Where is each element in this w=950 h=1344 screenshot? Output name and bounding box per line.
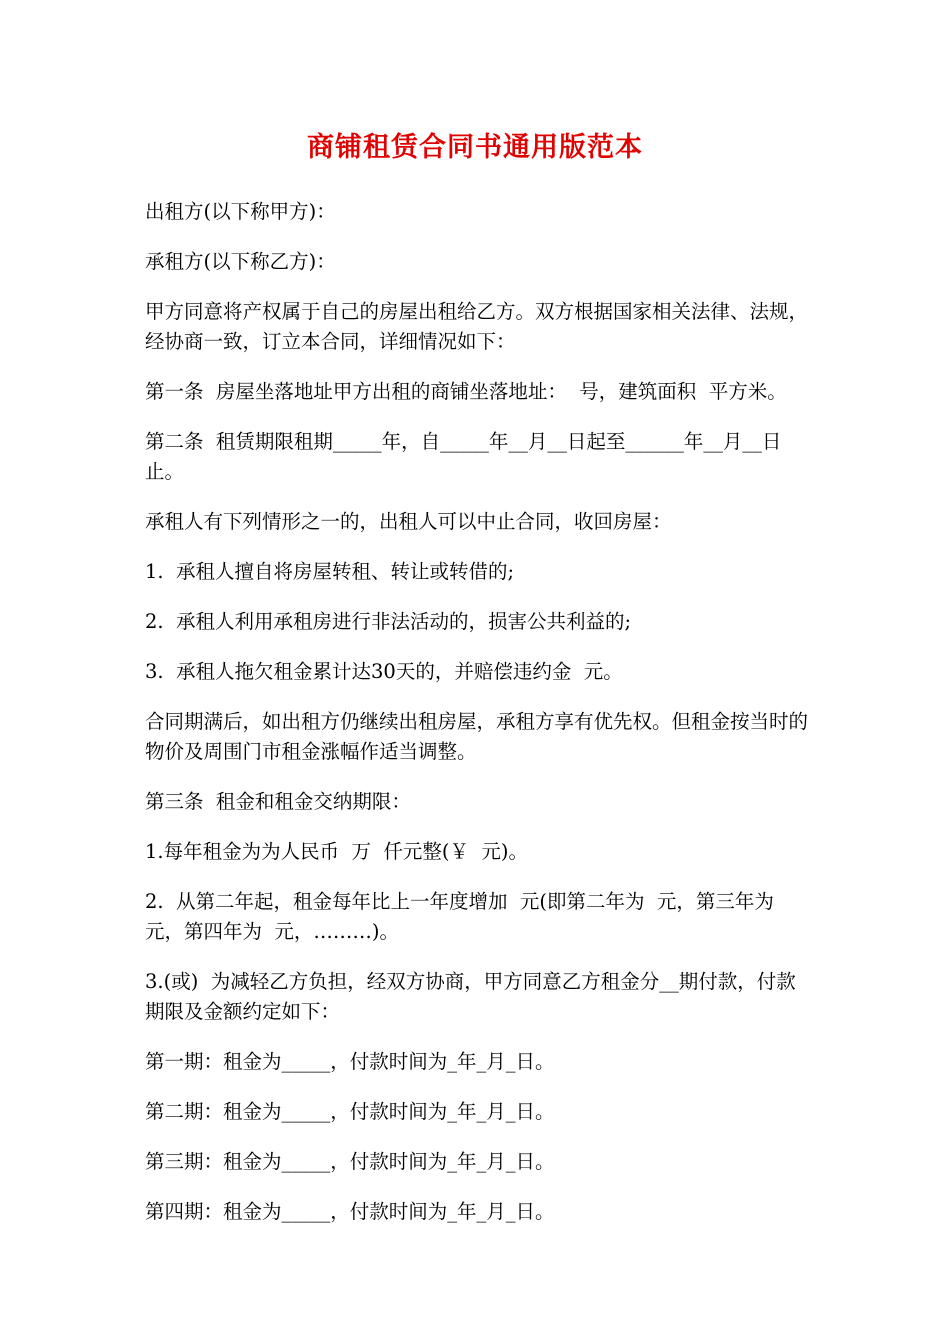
paragraph-condition-2: 2. 承租人利用承租房进行非法活动的，损害公共利益的; [145,610,632,633]
paragraph-article-3: 第三条 租金和租金交纳期限： [145,790,411,813]
paragraph-installment-2: 第二期：租金为_____，付款时间为_年_月_日。 [145,1100,555,1123]
paragraph-installment-1: 第一期：租金为_____，付款时间为_年_月_日。 [145,1050,555,1073]
paragraph-article-1: 第一条 房屋坐落地址甲方出租的商铺坐落地址： 号，建筑面积 平方米。 [145,380,787,403]
paragraph-lessee: 承租方(以下称乙方)： [145,250,336,273]
paragraph-installment-4: 第四期：租金为_____，付款时间为_年_月_日。 [145,1200,555,1223]
document-body [145,197,810,1247]
paragraph-agreement-intro: 甲方同意将产权属于自己的房屋出租给乙方。双方根据国家相关法律、法规，经协商一致，订立本合同，详细情况如下： [145,300,809,353]
paragraph-termination-conditions: 承租人有下列情形之一的，出租人可以中止合同，收回房屋： [145,510,672,533]
paragraph-rent-3: 3.(或) 为减轻乙方负担，经双方协商，甲方同意乙方租金分__期付款，付款期限及金额约定如下： [145,970,796,1023]
paragraph-renewal: 合同期满后，如出租方仍继续出租房屋，承租方享有优先权。但租金按当时的物价及周围门市租金涨幅作适当调整。 [145,710,809,763]
paragraph-condition-1: 1. 承租人擅自将房屋转租、转让或转借的; [145,560,515,583]
paragraph-lessor: 出租方(以下称甲方)： [145,200,336,223]
paragraph-rent-1: 1.每年租金为为人民币 万 仟元整(￥ 元)。 [145,840,529,863]
paragraph-condition-3: 3. 承租人拖欠租金累计达30天的，并赔偿违约金 元。 [145,660,623,683]
document-title: 商铺租赁合同书通用版范本 [307,132,643,163]
paragraph-article-2: 第二条 租赁期限租期_____年，自_____年__月__日起至______年__月__日止。 [145,430,782,483]
paragraph-rent-2: 2. 从第二年起，租金每年比上一年度增加 元(即第二年为 元，第三年为 元，第四年为 元，………)。 [145,890,787,943]
paragraph-installment-3: 第三期：租金为_____，付款时间为_年_月_日。 [145,1150,555,1173]
